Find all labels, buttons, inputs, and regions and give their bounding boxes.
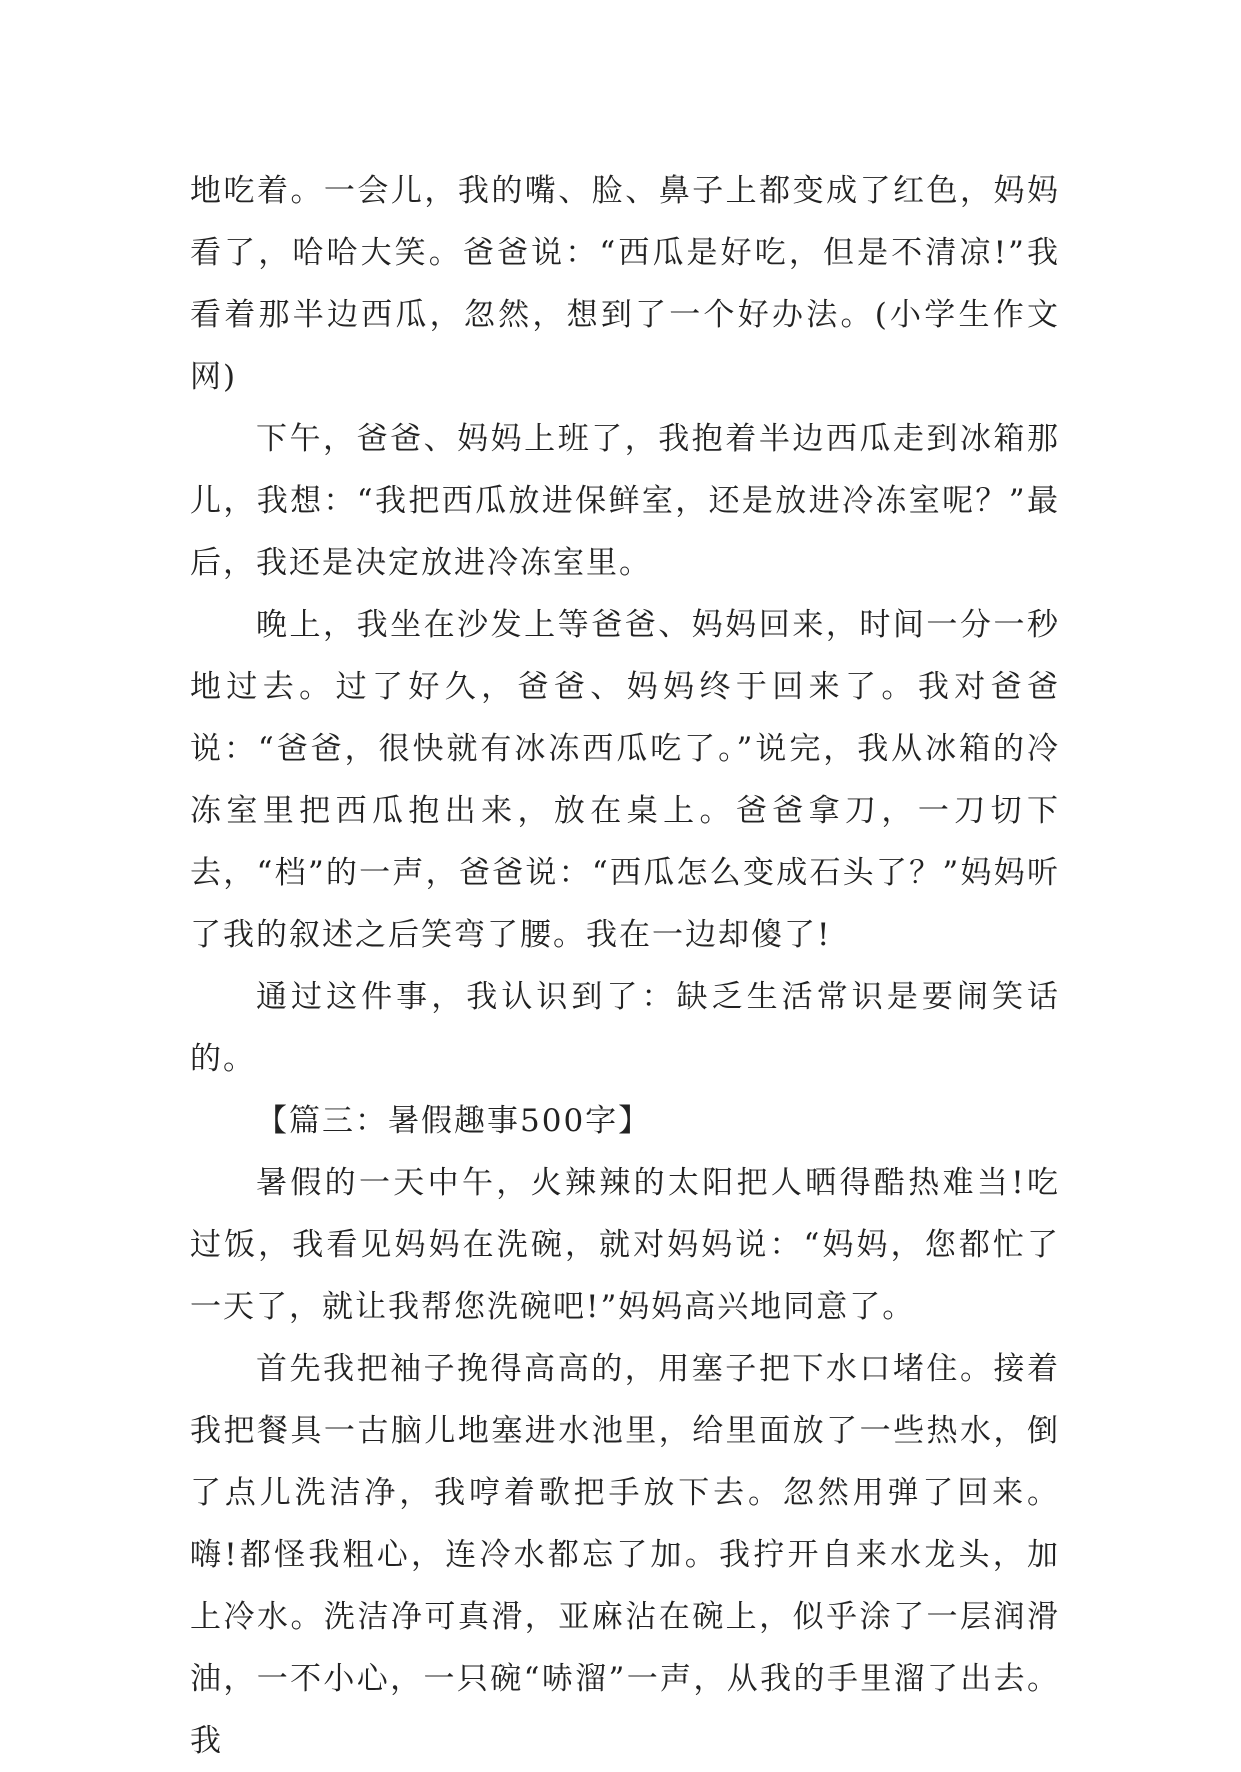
paragraph-1: 地吃着。一会儿，我的嘴、脸、鼻子上都变成了红色，妈妈看了，哈哈大笑。爸爸说：“西瓜是好吃，但是不清凉!”我看着那半边西瓜，忽然，想到了一个好办法。(小学生作文网) <box>190 173 1060 395</box>
section-heading: 【篇三：暑假趣事500字】 <box>256 1103 652 1139</box>
paragraph-6: 首先我把袖子挽得高高的，用塞子把下水口堵住。接着我把餐具一古脑儿地塞进水池里，给里面放了一些热水，倒了点儿洗洁净，我哼着歌把手放下去。忽然用弹了回来。嗨!都怪我粗心，连冷水都忘了加。我拧开自来水龙头，加上冷水。洗洁净可真滑，亚麻沾在碗上，似乎涂了一层润滑油，一不小心，一只碗“哧溜”一声，从我的手里溜了出去。我 <box>190 1351 1060 1759</box>
paragraph-2: 下午，爸爸、妈妈上班了，我抱着半边西瓜走到冰箱那儿，我想：“我把西瓜放进保鲜室，还是放进冷冻室呢？”最后，我还是决定放进冷冻室里。 <box>190 421 1060 581</box>
paragraph-4: 通过这件事，我认识到了：缺乏生活常识是要闹笑话的。 <box>190 979 1060 1077</box>
paragraph-3: 晚上，我坐在沙发上等爸爸、妈妈回来，时间一分一秒地过去。过了好久，爸爸、妈妈终于回来了。我对爸爸说：“爸爸，很快就有冰冻西瓜吃了。”说完，我从冰箱的冷冻室里把西瓜抱出来，放在桌上。爸爸拿刀，一刀切下去，“档”的一声，爸爸说：“西瓜怎么变成石头了？”妈妈听了我的叙述之后笑弯了腰。我在一边却傻了! <box>190 607 1060 953</box>
paragraph-5: 暑假的一天中午，火辣辣的太阳把人晒得酷热难当!吃过饭，我看见妈妈在洗碗，就对妈妈说：“妈妈，您都忙了一天了，就让我帮您洗碗吧!”妈妈高兴地同意了。 <box>190 1165 1060 1325</box>
document-page <box>190 160 1060 1772</box>
